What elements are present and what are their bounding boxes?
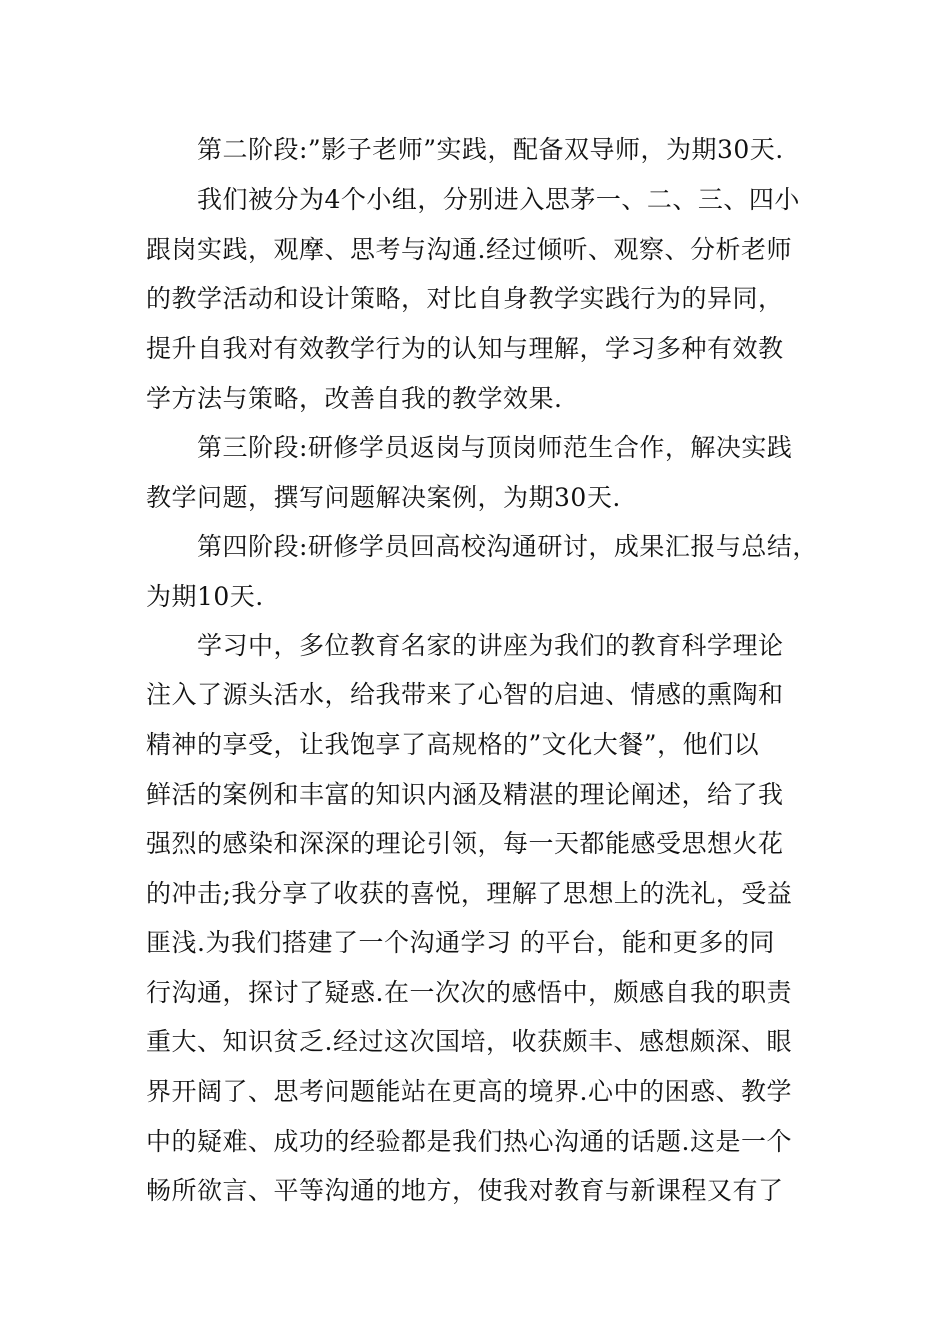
- text-line-16: 的冲击;我分享了收获的喜悦，理解了思想上的洗礼，受益: [146, 879, 793, 908]
- text-line-19: 重大、知识贫乏.经过这次国培，收获颇丰、感想颇深、眼: [146, 1027, 792, 1056]
- text-line-3: 跟岗实践，观摩、思考与沟通.经过倾听、观察、分析老师: [146, 235, 792, 264]
- text-line-6: 学方法与策略，改善自我的教学效果.: [146, 384, 563, 413]
- text-line-18: 行沟通，探讨了疑惑.在一次次的感悟中，颇感自我的职责: [146, 978, 792, 1007]
- text-line-4: 的教学活动和设计策略，对比自身教学实践行为的异同，: [146, 284, 784, 313]
- text-line-7: 第三阶段:研修学员返岗与顶岗师范生合作，解决实践: [197, 433, 793, 462]
- text-line-10: 为期10天.: [146, 582, 264, 611]
- text-line-8: 教学问题，撰写问题解决案例，为期30天.: [146, 483, 621, 512]
- text-line-17: 匪浅.为我们搭建了一个沟通学习 的平台，能和更多的同: [146, 928, 775, 957]
- text-line-13: 精神的享受，让我饱享了高规格的”文化大餐”，他们以: [146, 730, 760, 759]
- text-line-5: 提升自我对有效教学行为的认知与理解，学习多种有效教: [146, 334, 784, 363]
- text-line-11: 学习中，多位教育名家的讲座为我们的教育科学理论: [197, 631, 784, 660]
- text-line-15: 强烈的感染和深深的理论引领，每一天都能感受思想火花: [146, 829, 784, 858]
- text-line-22: 畅所欲言、平等沟通的地方，使我对教育与新课程又有了: [146, 1176, 784, 1205]
- text-line-2: 我们被分为4个小组，分别进入思茅一、二、三、四小: [197, 185, 800, 214]
- text-line-14: 鲜活的案例和丰富的知识内涵及精湛的理论阐述，给了我: [146, 780, 784, 809]
- text-line-1: 第二阶段:”影子老师”实践，配备双导师，为期30天.: [197, 135, 784, 164]
- text-line-20: 界开阔了、思考问题能站在更高的境界.心中的困惑、教学: [146, 1077, 792, 1106]
- text-line-9: 第四阶段:研修学员回高校沟通研讨，成果汇报与总结，: [197, 532, 818, 561]
- text-line-12: 注入了源头活水，给我带来了心智的启迪、情感的熏陶和: [146, 680, 784, 709]
- text-line-21: 中的疑难、成功的经验都是我们热心沟通的话题.这是一个: [146, 1127, 792, 1156]
